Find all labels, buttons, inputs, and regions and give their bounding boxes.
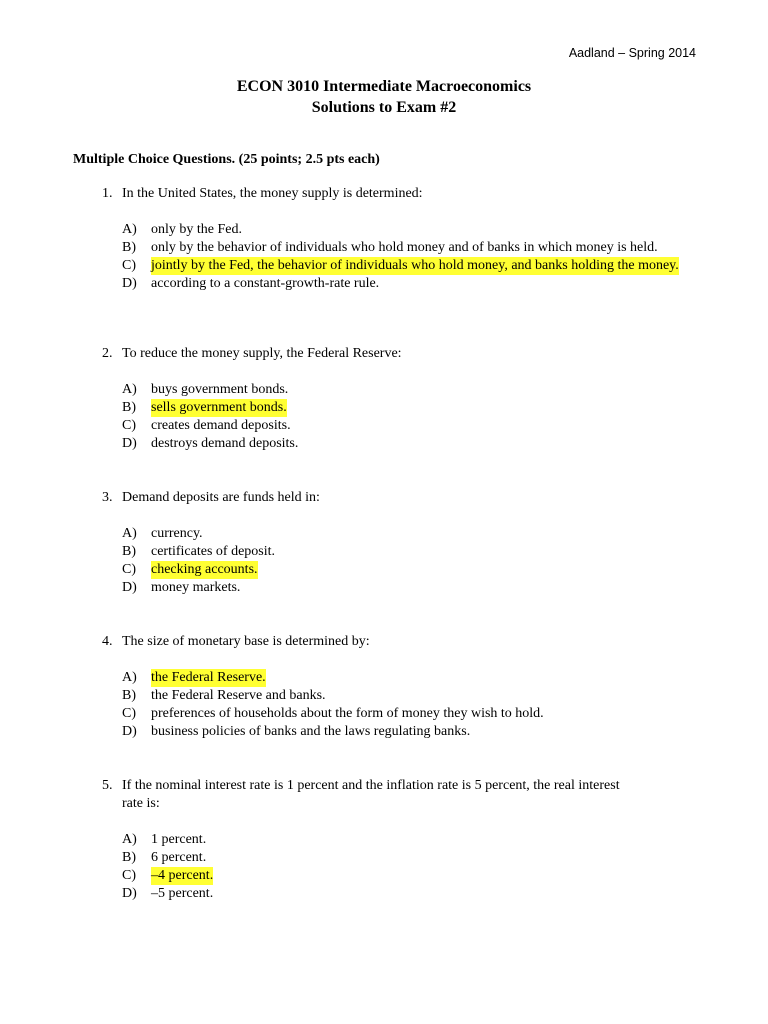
highlighted-answer: the Federal Reserve. bbox=[151, 670, 266, 685]
question-1 bbox=[102, 185, 742, 293]
option-text: certificates of deposit. bbox=[151, 544, 276, 559]
option-c bbox=[122, 417, 742, 435]
option-text: only by the Fed. bbox=[151, 222, 242, 237]
question-5 bbox=[102, 777, 742, 903]
question-4 bbox=[102, 633, 742, 741]
answer-options bbox=[102, 381, 742, 453]
option-c bbox=[122, 705, 742, 723]
option-letter: C) bbox=[122, 562, 136, 577]
option-text: creates demand deposits. bbox=[151, 418, 291, 433]
title-exam: Solutions to Exam #2 bbox=[311, 99, 457, 116]
question-number: 2. bbox=[102, 346, 113, 361]
option-d bbox=[122, 579, 742, 597]
highlighted-answer: checking accounts. bbox=[151, 562, 258, 577]
option-letter: A) bbox=[122, 222, 137, 237]
question-text: Demand deposits are funds held in: bbox=[122, 490, 320, 505]
section-heading: Multiple Choice Questions. (25 points; 2.5 pts each) bbox=[73, 152, 380, 167]
answer-options bbox=[102, 669, 742, 741]
option-c-correct bbox=[122, 257, 742, 275]
option-text: 1 percent. bbox=[151, 832, 207, 847]
option-d bbox=[122, 275, 742, 293]
author-semester-note: Aadland – Spring 2014 bbox=[568, 46, 696, 60]
answer-options bbox=[102, 221, 742, 293]
option-text: preferences of households about the form of money they wish to hold. bbox=[151, 706, 544, 721]
option-b bbox=[122, 543, 742, 561]
option-letter: D) bbox=[122, 580, 137, 595]
option-c-correct bbox=[122, 867, 742, 885]
option-d bbox=[122, 885, 742, 903]
option-letter: B) bbox=[122, 688, 136, 703]
question-text: To reduce the money supply, the Federal Reserve: bbox=[122, 346, 402, 361]
option-a bbox=[122, 221, 742, 239]
option-text: according to a constant-growth-rate rule. bbox=[151, 276, 380, 291]
option-b bbox=[122, 849, 742, 867]
option-letter: B) bbox=[122, 850, 136, 865]
option-letter: C) bbox=[122, 868, 136, 883]
question-stem bbox=[102, 345, 742, 363]
option-text: money markets. bbox=[151, 580, 241, 595]
option-a bbox=[122, 381, 742, 399]
option-letter: A) bbox=[122, 670, 137, 685]
question-stem bbox=[102, 185, 742, 203]
option-b-correct bbox=[122, 399, 742, 417]
option-a bbox=[122, 831, 742, 849]
question-list bbox=[102, 185, 742, 903]
option-text: only by the behavior of individuals who hold money and of banks in which money is held. bbox=[151, 240, 658, 255]
option-letter: D) bbox=[122, 886, 137, 901]
question-number: 4. bbox=[102, 634, 113, 649]
option-text: business policies of banks and the laws regulating banks. bbox=[151, 724, 471, 739]
option-text: currency. bbox=[151, 526, 203, 541]
option-letter: B) bbox=[122, 544, 136, 559]
answer-options bbox=[102, 831, 742, 903]
option-text: –5 percent. bbox=[151, 886, 214, 901]
option-text: 6 percent. bbox=[151, 850, 207, 865]
option-a-correct bbox=[122, 669, 742, 687]
question-3 bbox=[102, 489, 742, 597]
option-a bbox=[122, 525, 742, 543]
option-letter: A) bbox=[122, 382, 137, 397]
question-stem bbox=[102, 633, 742, 651]
option-text: the Federal Reserve and banks. bbox=[151, 688, 326, 703]
answer-options bbox=[102, 525, 742, 597]
document-title bbox=[0, 76, 768, 118]
question-text: If the nominal interest rate is 1 percent and the inflation rate is 5 percent, the real interest rate is: bbox=[122, 778, 620, 811]
option-letter: D) bbox=[122, 724, 137, 739]
option-letter: A) bbox=[122, 526, 137, 541]
option-letter: D) bbox=[122, 276, 137, 291]
option-letter: A) bbox=[122, 832, 137, 847]
question-stem bbox=[102, 489, 742, 507]
question-2 bbox=[102, 345, 742, 453]
option-c-correct bbox=[122, 561, 742, 579]
option-letter: D) bbox=[122, 436, 137, 451]
title-course: ECON 3010 Intermediate Macroeconomics bbox=[236, 78, 532, 95]
question-number: 5. bbox=[102, 778, 113, 793]
question-number: 1. bbox=[102, 186, 113, 201]
option-letter: C) bbox=[122, 258, 136, 273]
option-letter: B) bbox=[122, 400, 136, 415]
highlighted-answer: sells government bonds. bbox=[151, 400, 287, 415]
option-letter: B) bbox=[122, 240, 136, 255]
option-d bbox=[122, 435, 742, 453]
highlighted-answer: jointly by the Fed, the behavior of individuals who hold money, and banks holding the money. bbox=[151, 258, 679, 273]
question-text: The size of monetary base is determined by: bbox=[122, 634, 370, 649]
option-text: destroys demand deposits. bbox=[151, 436, 299, 451]
option-b bbox=[122, 687, 742, 705]
option-text: buys government bonds. bbox=[151, 382, 289, 397]
question-number: 3. bbox=[102, 490, 113, 505]
option-letter: C) bbox=[122, 706, 136, 721]
option-letter: C) bbox=[122, 418, 136, 433]
highlighted-answer: –4 percent. bbox=[151, 868, 214, 883]
question-stem bbox=[102, 777, 742, 813]
option-d bbox=[122, 723, 742, 741]
question-text: In the United States, the money supply is determined: bbox=[122, 186, 423, 201]
option-b bbox=[122, 239, 742, 257]
